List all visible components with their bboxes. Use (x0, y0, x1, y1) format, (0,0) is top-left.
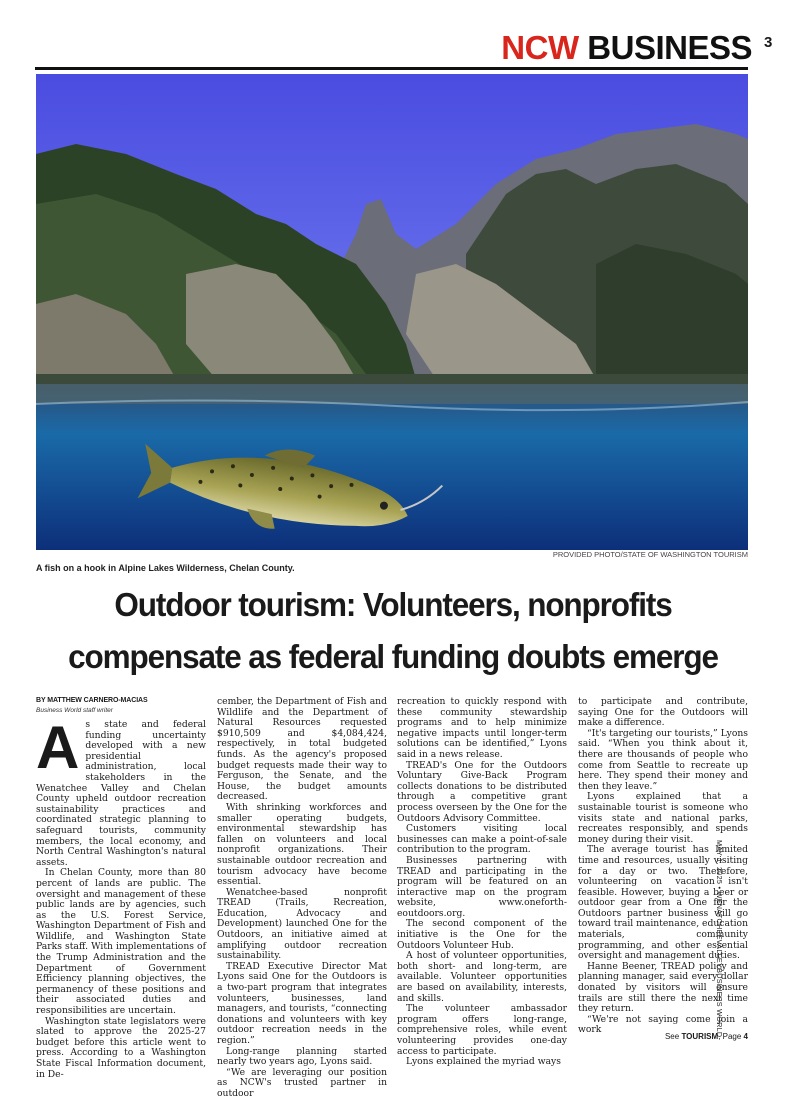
section-name: BUSINESS (587, 29, 752, 66)
jump-page: 4 (743, 1032, 748, 1041)
folio-dateline: MAY 1, 2025 • WENATCHEEVALLEYBUSINESS WORLD (715, 840, 724, 1038)
paragraph: “It's targeting our tourists,” Lyons said. “When you think about it, there are thousands of people who come from Seattle to recreate up here. They spend their money and then they leave.” (578, 727, 748, 792)
paragraph: The second component of the initiative is the One for the Outdoors Volunteer Hub. (397, 918, 567, 951)
article-column-3 (397, 697, 567, 1068)
paragraph: Long-range planning started nearly two years ago, Lyons said. (217, 1045, 387, 1068)
lake-fish-illustration (36, 74, 748, 550)
paragraph: recreation to quickly respond with these community stewardship programs and to help minimize negative impacts until longer-term solutions can be identified,” Lyons said in a news release. (397, 696, 567, 760)
paragraph: Lyons explained the myriad ways (406, 1056, 561, 1068)
paragraph: A host of volunteer opportunities, both short- and long-term, are available. Volunteer opportunities are based on availability, interests, and skills. (397, 950, 567, 1004)
jump-keyword: TOURISM (681, 1032, 719, 1041)
byline: BY MATTHEW CARNERO-MACIAS (36, 697, 148, 704)
paragraph: Hanne Beener, TREAD policy and planning manager, said every dollar donated by visitors will ensure trails are still there the next time they return. (578, 960, 748, 1015)
photo-credit: PROVIDED PHOTO/STATE OF WASHINGTON TOURISM (552, 550, 748, 559)
lead-photo (36, 74, 748, 550)
paragraph: “We're not saying come join a work (578, 1013, 748, 1036)
article-column-2 (217, 697, 387, 1100)
paragraph: The average tourist has limited time and resources, usually visiting for a day or two. Therefore, volunteering on vacation isn't feasible. However, buying a beer or outdoor gear from a One for the Outdoors partner business will go toward trail maintenance, education materials, community programming, and other essential oversight and management duties. (578, 844, 748, 962)
paragraph: The volunteer ambassador program offers long-range, comprehensive roles, while event volunteering provides one-day access to participate. (397, 1003, 567, 1057)
paragraph: Businesses partnering with TREAD and participating in the program will be featured on an interactive map on the program website, www.oneforth-eoutdoors.org. (397, 854, 567, 919)
article-column-1 (36, 714, 206, 1080)
section-prefix: NCW (501, 29, 579, 66)
masthead-rule (35, 67, 748, 70)
paragraph: TREAD's One for the Outdoors Voluntary Give-Back Program collects donations to be distributed through a competitive grant process overseen by the One for the Outdoors Advisory Committee. (397, 759, 567, 824)
paragraph: cember, the Department of Fish and Wildlife and the Department of Natural Resources requested $910,509 and $4,084,424, respectively, in total budgeted funds. As the agency's proposed budget requests made their way to Ferguson, the Senate, and the House, the budget amounts decreased. (217, 696, 387, 803)
paragraph: to participate and contribute, saying One for the Outdoors will make a difference. (578, 696, 748, 729)
paragraph: Washington state legislators were slated to approve the 2025-27 budget before this article went to press. According to a Washington State Fiscal Information document, in De- (36, 1015, 206, 1080)
byline-role: Business World staff writer (36, 707, 113, 714)
paragraph: In Chelan County, more than 80 percent of lands are public. The oversight and management of these public lands are by agencies, such as the U.S. Forest Service, Washington Department of Fish and Wildlife, and Washington State Parks staff. With implementations of the Trump Administration and the Department of Government Efficiency planning objectives, the permanency of these positions and their associated duties and responsibilities are uncertain. (36, 867, 206, 1017)
paragraph: Lyons explained that a sustainable tourist is someone who visits state and national parks, recreates responsibly, and spends money during their visit. (578, 791, 748, 845)
paragraph: TREAD Executive Director Mat Lyons said One for the Outdoors is a two-part program that integrates volunteers, businesses, land managers, and tourists, “connecting donations and volunteers with key outdoor recreation needs in the region.” (217, 960, 387, 1046)
paragraph: With shrinking workforces and smaller operating budgets, environmental stewardship has fallen on volunteers and local nonprofit organizations. Their sustainable outdoor recreation and tourism advocacy have become essential. (217, 801, 387, 888)
jump-suffix: , Page (718, 1032, 744, 1041)
section-masthead (476, 30, 752, 66)
headline-line-2: compensate as federal funding doubts emerge (68, 639, 718, 676)
jump-prefix: See (664, 1032, 682, 1041)
paragraph: “We are leveraging our position as NCW's trusted partner in outdoor (217, 1066, 387, 1099)
headline-line-1: Outdoor tourism: Volunteers, nonprofits (114, 587, 672, 624)
paragraph: Wenatchee-based nonprofit TREAD (Trails, Recreation, Education, Advocacy and Development) launched One for the Outdoors, an initiative aimed at amplifying outdoor recreation sustainability. (217, 886, 387, 962)
paragraph: s state and federal funding uncertainty developed with a new presidential administration, local stakeholders in the Wenatchee Valley and Chelan County upheld outdoor recreation sustainability practices and coordinated strategic planning to safeguard tourists, community members, the local economy, and North Central Washington's natural assets. (36, 719, 206, 868)
drop-cap: A (36, 714, 80, 781)
photo-caption: A fish on a hook in Alpine Lakes Wilderness, Chelan County. (36, 563, 295, 573)
article-headline (52, 580, 734, 684)
paragraph: Customers visiting local businesses can make a point-of-sale contribution to the program. (397, 823, 567, 856)
page-number: 3 (764, 34, 773, 51)
